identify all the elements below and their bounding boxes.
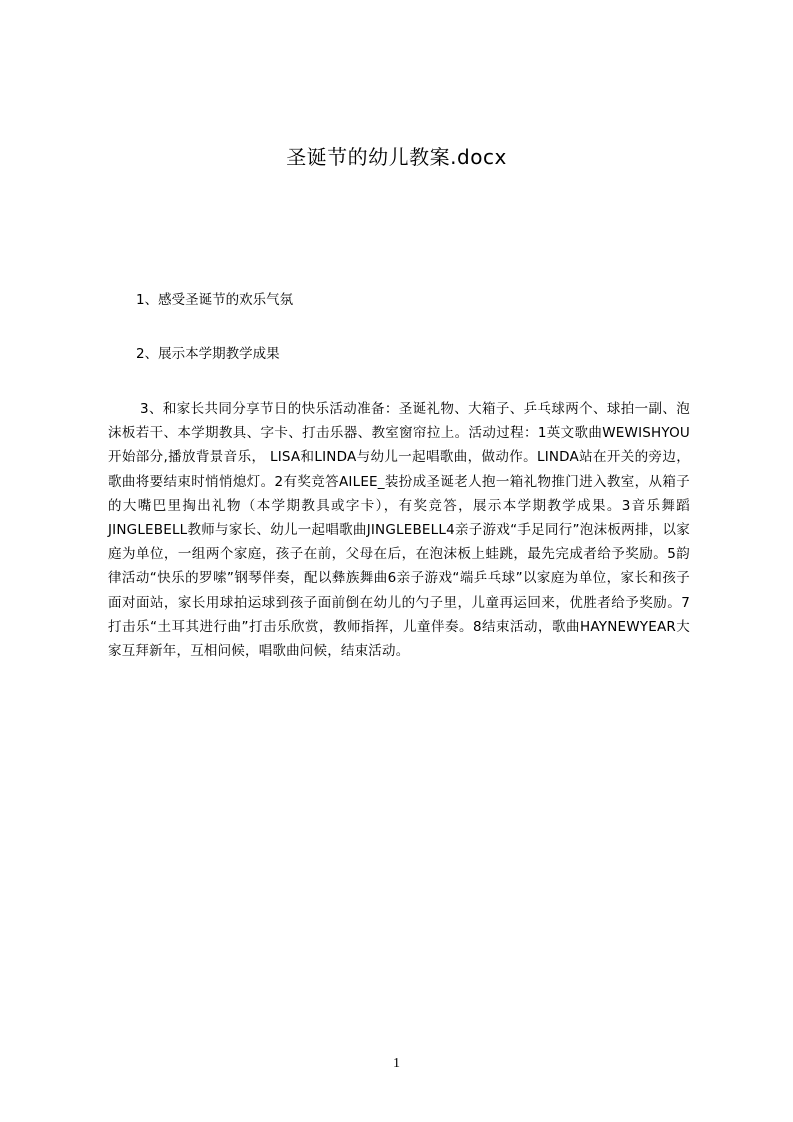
paragraph-goal-2: 2、展示本学期教学成果 — [136, 346, 280, 362]
paragraph-goal-1: 1、感受圣诞节的欢乐气氛 — [136, 292, 294, 308]
paragraph-activity: 3、和家长共同分享节日的快乐活动准备：圣诞礼物、大箱子、乒乓球两个、球拍一副、泡沫板若干、本学期教具、字卡、打击乐器、教室窗帘拉上。活动过程：1英文歌曲WEWISHYOU开始部分,播放背景音乐， LISA和LINDA与幼儿一起唱歌曲，做动作。LINDA站在开关的旁边，歌曲将要结束时悄悄熄灯。2有奖竞答AILEE_装扮成圣诞老人抱一箱礼物推门进入教室，从箱子的大嘴巴里掏出礼物（本学期教具或字卡），有奖竞答，展示本学期教学成果。3音乐舞蹈JINGLEBELL教师与家长、幼儿一起唱歌曲JINGLEBELL4亲子游戏“手足同行”泡沫板两排，以家庭为单位，一组两个家庭，孩子在前，父母在后，在泡沫板上蛙跳，最先完成者给予奖励。5韵律活动“快乐的罗嗦”钢琴伴奏，配以彝族舞曲6亲子游戏“端乒乓球”以家庭为单位，家长和孩子面对面站，家长用球拍运球到孩子面前倒在幼儿的勺子里，儿童再运回来，优胜者给予奖励。7打击乐“土耳其进行曲”打击乐欣赏，教师指挥，儿童伴奏。8结束活动，歌曲HAYNEWYEAR大家互拜新年，互相问候，唱歌曲问候，结束活动。 — [108, 401, 690, 660]
document-title: 圣诞节的幼儿教案.docx — [286, 145, 507, 169]
page-number: 1 — [393, 1056, 400, 1071]
